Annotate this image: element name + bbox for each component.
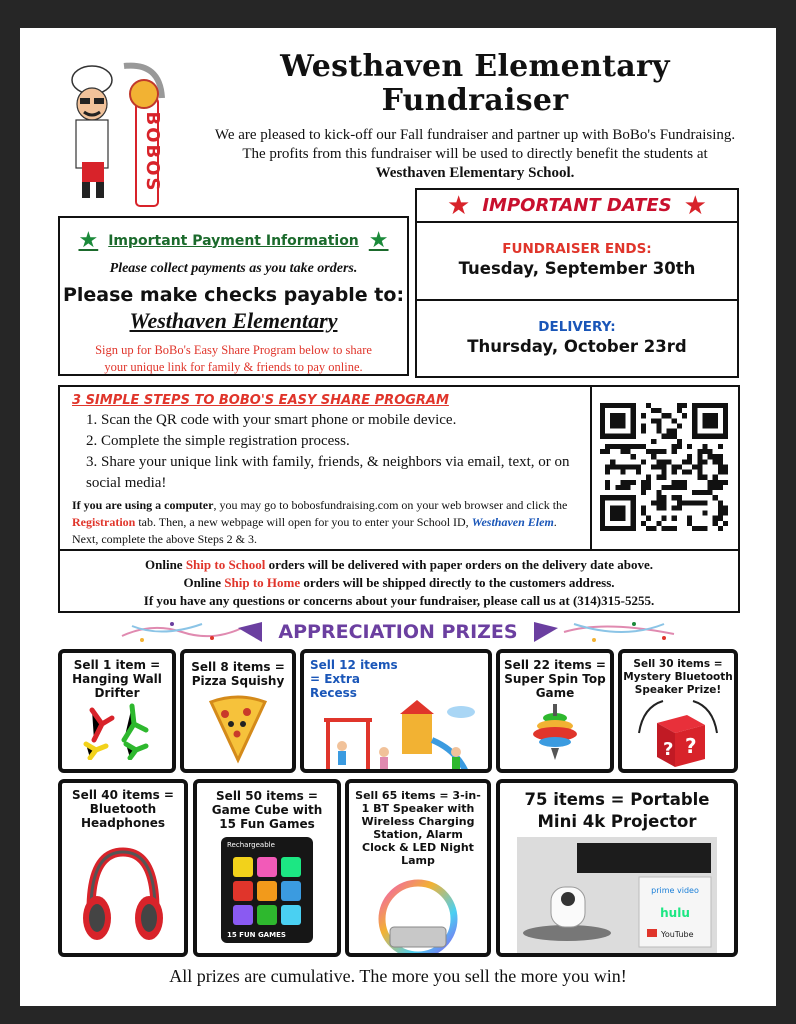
qr-module bbox=[677, 500, 682, 505]
qr-module bbox=[702, 459, 707, 464]
qr-module bbox=[718, 505, 723, 510]
qr-module bbox=[708, 480, 713, 485]
steps-instructions bbox=[60, 387, 592, 549]
page-title bbox=[180, 50, 770, 118]
star-icon: ★ bbox=[447, 190, 471, 221]
qr-module bbox=[682, 459, 687, 464]
qr-module bbox=[672, 485, 677, 490]
qr-module bbox=[723, 464, 728, 469]
qr-module bbox=[656, 429, 661, 434]
qr-module bbox=[723, 470, 728, 475]
qr-module bbox=[677, 505, 682, 510]
qr-module bbox=[661, 464, 666, 469]
lamp-speaker-icon bbox=[368, 873, 468, 957]
qr-module bbox=[718, 459, 723, 464]
qr-module bbox=[667, 429, 672, 434]
prize-card bbox=[496, 779, 738, 957]
computer-text-3: . Next, complete the above Steps 2 & 3. bbox=[72, 515, 557, 546]
qr-module bbox=[713, 521, 718, 526]
qr-module bbox=[605, 444, 610, 449]
dates-heading-text: IMPORTANT DATES bbox=[482, 195, 672, 216]
headphones-icon bbox=[73, 840, 173, 950]
qr-module bbox=[677, 495, 682, 500]
intro-line-3: Westhaven Elementary School. bbox=[375, 165, 575, 181]
qr-module bbox=[677, 439, 682, 444]
cube-cell bbox=[233, 905, 253, 925]
qr-module bbox=[646, 475, 651, 480]
qr-module bbox=[718, 485, 723, 490]
intro-line-1: We are pleased to kick-off our Fall fundraiser and partner up with BoBo's Fundraising. bbox=[214, 127, 736, 143]
qr-module bbox=[702, 449, 707, 454]
qr-module bbox=[656, 423, 661, 428]
svg-text:?: ? bbox=[685, 734, 697, 758]
payment-payee: Westhaven Elementary bbox=[129, 308, 338, 333]
qr-module bbox=[620, 480, 625, 485]
qr-module bbox=[656, 475, 661, 480]
qr-module bbox=[661, 449, 666, 454]
qr-module bbox=[651, 408, 656, 413]
qr-module bbox=[672, 495, 677, 500]
qr-module bbox=[641, 429, 646, 434]
qr-module bbox=[677, 485, 682, 490]
qr-module bbox=[672, 505, 677, 510]
qr-module bbox=[708, 449, 713, 454]
qr-module bbox=[697, 449, 702, 454]
qr-module bbox=[641, 490, 646, 495]
qr-module bbox=[651, 418, 656, 423]
qr-module bbox=[600, 449, 605, 454]
ship-school-highlight: Ship to School bbox=[185, 557, 266, 572]
steps-list bbox=[72, 410, 580, 494]
qr-module bbox=[656, 505, 661, 510]
qr-module bbox=[692, 490, 697, 495]
qr-module bbox=[702, 475, 707, 480]
qr-module bbox=[713, 485, 718, 490]
qr-module bbox=[687, 454, 692, 459]
qr-module bbox=[661, 485, 666, 490]
qr-module bbox=[631, 444, 636, 449]
qr-module bbox=[620, 449, 625, 454]
playground-icon bbox=[306, 700, 486, 773]
qr-module bbox=[713, 480, 718, 485]
qr-module bbox=[661, 459, 666, 464]
qr-module bbox=[646, 526, 651, 531]
easy-share-steps-box bbox=[58, 385, 740, 613]
qr-module bbox=[677, 408, 682, 413]
qr-module bbox=[656, 418, 661, 423]
prize-card bbox=[618, 649, 738, 773]
payment-note-line-2: your unique link for family & friends to pay online. bbox=[104, 360, 363, 374]
qr-module bbox=[667, 485, 672, 490]
spin-top-icon bbox=[525, 700, 585, 764]
qr-module bbox=[672, 434, 677, 439]
qr-module bbox=[646, 449, 651, 454]
payment-heading-text: Important Payment Information bbox=[108, 232, 359, 249]
prize-label: Sell 22 items = Super Spin Top Game bbox=[504, 658, 606, 700]
qr-module bbox=[651, 500, 656, 505]
qr-module bbox=[713, 454, 718, 459]
cube-cell bbox=[281, 881, 301, 901]
qr-module bbox=[656, 408, 661, 413]
qr-module bbox=[651, 526, 656, 531]
qr-module bbox=[651, 454, 656, 459]
qr-module bbox=[713, 495, 718, 500]
qr-module bbox=[636, 464, 641, 469]
qr-module bbox=[718, 511, 723, 516]
qr-module bbox=[641, 521, 646, 526]
qr-module bbox=[661, 516, 666, 521]
qr-module bbox=[620, 464, 625, 469]
qr-module bbox=[677, 480, 682, 485]
qr-module bbox=[697, 475, 702, 480]
qr-module bbox=[672, 526, 677, 531]
qr-module bbox=[620, 470, 625, 475]
qr-module bbox=[718, 444, 723, 449]
qr-module bbox=[687, 521, 692, 526]
qr-module bbox=[641, 505, 646, 510]
school-id-text: Westhaven Elem bbox=[471, 515, 554, 529]
qr-module bbox=[672, 444, 677, 449]
computer-instructions bbox=[72, 497, 580, 548]
qr-module bbox=[718, 480, 723, 485]
qr-module bbox=[702, 490, 707, 495]
appreciation-prizes-banner bbox=[20, 616, 776, 648]
star-icon: ★ bbox=[683, 190, 707, 221]
questions-line: If you have any questions or concerns about your fundraiser, please call us at (314)315-5255. bbox=[143, 593, 655, 608]
mystery-box-icon bbox=[633, 697, 723, 771]
qr-module bbox=[692, 464, 697, 469]
footer-note: All prizes are cumulative. The more you sell the more you win! bbox=[169, 966, 627, 986]
qr-module bbox=[651, 464, 656, 469]
qr-module bbox=[697, 500, 702, 505]
projector-icon bbox=[517, 837, 717, 953]
qr-module bbox=[672, 516, 677, 521]
qr-module bbox=[697, 470, 702, 475]
qr-module bbox=[656, 495, 661, 500]
qr-module bbox=[687, 470, 692, 475]
qr-module bbox=[697, 490, 702, 495]
qr-module bbox=[631, 454, 636, 459]
qr-module bbox=[641, 485, 646, 490]
prize-label: Sell 30 items = Mystery Bluetooth Speaker Prize! bbox=[623, 658, 733, 696]
payment-info-box bbox=[58, 216, 409, 376]
qr-module bbox=[610, 459, 615, 464]
qr-module bbox=[682, 485, 687, 490]
qr-module bbox=[641, 459, 646, 464]
ship-school-post: orders will be delivered with paper orders on the delivery date above. bbox=[265, 557, 653, 572]
cube-cell bbox=[233, 857, 253, 877]
qr-module bbox=[677, 423, 682, 428]
qr-module bbox=[605, 449, 610, 454]
qr-module bbox=[723, 511, 728, 516]
qr-module bbox=[718, 464, 723, 469]
qr-module bbox=[672, 449, 677, 454]
fundraiser-ends-row bbox=[417, 223, 737, 299]
qr-module bbox=[718, 526, 723, 531]
qr-module bbox=[702, 526, 707, 531]
qr-module bbox=[615, 444, 620, 449]
qr-module bbox=[631, 464, 636, 469]
cube-cell bbox=[257, 905, 277, 925]
ship-home-pre: Online bbox=[183, 575, 225, 590]
qr-module bbox=[682, 470, 687, 475]
prize-card bbox=[345, 779, 491, 957]
steps-title: 3 SIMPLE STEPS TO BOBO'S EASY SHARE PROGRAM bbox=[72, 393, 449, 408]
qr-module bbox=[697, 459, 702, 464]
qr-module bbox=[605, 470, 610, 475]
qr-module bbox=[646, 485, 651, 490]
qr-module bbox=[656, 521, 661, 526]
qr-module bbox=[687, 459, 692, 464]
dates-heading bbox=[417, 190, 737, 223]
qr-module bbox=[620, 444, 625, 449]
cube-cell bbox=[257, 881, 277, 901]
qr-module bbox=[610, 444, 615, 449]
qr-module bbox=[636, 444, 641, 449]
qr-module bbox=[677, 403, 682, 408]
qr-module bbox=[687, 500, 692, 505]
prize-label: 75 items = Portable Mini 4k Projector bbox=[524, 790, 710, 831]
ship-to-school-line bbox=[60, 556, 738, 574]
registration-tab-text: Registration bbox=[72, 515, 136, 529]
qr-module bbox=[646, 480, 651, 485]
qr-module bbox=[672, 470, 677, 475]
qr-module bbox=[672, 429, 677, 434]
qr-module bbox=[661, 526, 666, 531]
prize-label: Sell 40 items = Bluetooth Headphones bbox=[72, 788, 174, 830]
prize-card bbox=[300, 649, 492, 773]
tv-label-youtube: YouTube bbox=[661, 930, 694, 939]
qr-module bbox=[708, 485, 713, 490]
prize-card bbox=[180, 649, 296, 773]
qr-module bbox=[692, 500, 697, 505]
delivery-label: DELIVERY: bbox=[538, 319, 616, 335]
prize-label: Sell 65 items = 3-in-1 BT Speaker with Wireless Charging Station, Alarm Clock & LED Night Lamp bbox=[355, 789, 481, 867]
qr-module bbox=[713, 459, 718, 464]
intro-line-2: The profits from this fundraiser will be used to directly benefit the students at bbox=[242, 146, 708, 162]
prize-label: Sell 12 items = Extra Recess bbox=[310, 658, 398, 700]
title-line-1: Westhaven Elementary bbox=[280, 49, 670, 84]
qr-module bbox=[667, 526, 672, 531]
payment-note-line-1: Sign up for BoBo's Easy Share Program below to share bbox=[95, 343, 372, 357]
delivery-value: Thursday, October 23rd bbox=[467, 337, 687, 356]
qr-module bbox=[626, 464, 631, 469]
cube-cell bbox=[233, 881, 253, 901]
qr-module bbox=[718, 516, 723, 521]
payment-note bbox=[60, 342, 407, 376]
fundraiser-ends-value: Tuesday, September 30th bbox=[458, 259, 696, 278]
qr-module bbox=[661, 505, 666, 510]
prize-label: Sell 8 items = Pizza Squishy bbox=[191, 660, 285, 688]
qr-module bbox=[631, 480, 636, 485]
qr-module bbox=[605, 485, 610, 490]
payment-collect-text: Please collect payments as you take orders. bbox=[109, 261, 358, 276]
qr-module bbox=[626, 480, 631, 485]
qr-module bbox=[661, 434, 666, 439]
title-line-2: Fundraiser bbox=[381, 83, 569, 118]
game-cube-icon bbox=[217, 835, 317, 945]
qr-module bbox=[610, 464, 615, 469]
payment-checks-text: Please make checks payable to: bbox=[62, 284, 405, 306]
important-dates-box bbox=[415, 188, 739, 378]
qr-module bbox=[692, 526, 697, 531]
qr-module bbox=[687, 516, 692, 521]
prize-label: Sell 1 item = Hanging Wall Drifter bbox=[72, 658, 162, 700]
star-icon: ★ bbox=[368, 228, 389, 253]
qr-module bbox=[713, 475, 718, 480]
banner-text: APPRECIATION PRIZES bbox=[278, 621, 518, 643]
qr-module bbox=[672, 418, 677, 423]
computer-text-2: tab. Then, a new webpage will open for you to enter your School ID, bbox=[135, 515, 472, 529]
qr-code[interactable] bbox=[600, 403, 728, 531]
qr-module bbox=[661, 495, 666, 500]
qr-module bbox=[615, 485, 620, 490]
qr-module bbox=[682, 500, 687, 505]
intro-text bbox=[180, 126, 770, 183]
qr-module bbox=[656, 459, 661, 464]
logo-brand-text: BOBOS bbox=[142, 111, 163, 193]
ship-school-pre: Online bbox=[145, 557, 186, 572]
confetti-right-icon bbox=[524, 618, 684, 646]
prize-card bbox=[496, 649, 614, 773]
ship-to-home-line bbox=[60, 574, 738, 592]
cube-bottom-text: 15 FUN GAMES bbox=[227, 931, 286, 939]
qr-module bbox=[718, 500, 723, 505]
qr-module bbox=[626, 449, 631, 454]
qr-module bbox=[661, 475, 666, 480]
qr-module bbox=[615, 464, 620, 469]
wall-drifter-icon bbox=[72, 700, 162, 760]
qr-module bbox=[620, 485, 625, 490]
qr-module bbox=[723, 505, 728, 510]
qr-module bbox=[667, 434, 672, 439]
flyer-page bbox=[20, 28, 776, 1006]
qr-module bbox=[702, 500, 707, 505]
qr-module bbox=[651, 449, 656, 454]
tv-label-hulu: hulu bbox=[660, 906, 690, 920]
qr-module bbox=[626, 485, 631, 490]
cube-cell bbox=[281, 905, 301, 925]
qr-module bbox=[641, 480, 646, 485]
star-icon: ★ bbox=[78, 228, 99, 253]
qr-module bbox=[641, 444, 646, 449]
qr-module bbox=[687, 444, 692, 449]
fundraiser-ends-label: FUNDRAISER ENDS: bbox=[502, 241, 652, 257]
qr-module bbox=[697, 464, 702, 469]
qr-module bbox=[656, 500, 661, 505]
bobos-chef-logo bbox=[64, 58, 174, 208]
svg-text:?: ? bbox=[663, 739, 674, 760]
computer-text-1: , you may go to bobosfundraising.com on your web browser and click the bbox=[213, 498, 568, 512]
qr-module bbox=[682, 413, 687, 418]
pizza-squishy-icon bbox=[203, 694, 273, 764]
cube-cell bbox=[257, 857, 277, 877]
qr-module bbox=[702, 444, 707, 449]
qr-module bbox=[708, 490, 713, 495]
confetti-left-icon bbox=[112, 618, 272, 646]
step-item: 3. Share your unique link with family, friends, & neighbors via email, text, or on social media! bbox=[86, 454, 570, 491]
ship-home-post: orders will be shipped directly to the customers address. bbox=[300, 575, 615, 590]
qr-module bbox=[702, 511, 707, 516]
qr-module bbox=[697, 526, 702, 531]
qr-module bbox=[667, 413, 672, 418]
qr-module bbox=[641, 413, 646, 418]
qr-module bbox=[677, 444, 682, 449]
qr-module bbox=[708, 454, 713, 459]
qr-module bbox=[636, 470, 641, 475]
prize-card bbox=[58, 649, 176, 773]
prize-label: Sell 50 items = Game Cube with 15 Fun Games bbox=[211, 789, 323, 831]
computer-bold-text: If you are using a computer bbox=[72, 498, 214, 512]
prize-card bbox=[58, 779, 188, 957]
qr-module bbox=[605, 464, 610, 469]
step-item: 1. Scan the QR code with your smart phone or mobile device. bbox=[86, 412, 457, 428]
delivery-row bbox=[417, 299, 737, 375]
qr-module bbox=[697, 454, 702, 459]
qr-module bbox=[656, 449, 661, 454]
step-item: 2. Complete the simple registration process. bbox=[86, 433, 350, 449]
qr-module bbox=[641, 423, 646, 428]
qr-module bbox=[718, 470, 723, 475]
cube-top-text: Rechargeable bbox=[227, 841, 275, 849]
qr-module bbox=[661, 470, 666, 475]
qr-module bbox=[682, 480, 687, 485]
qr-module bbox=[651, 439, 656, 444]
cube-cell bbox=[281, 857, 301, 877]
tv-label-prime: prime video bbox=[651, 886, 699, 895]
qr-module bbox=[605, 480, 610, 485]
qr-module bbox=[641, 511, 646, 516]
qr-module bbox=[656, 490, 661, 495]
qr-module bbox=[677, 464, 682, 469]
qr-module bbox=[656, 464, 661, 469]
qr-module bbox=[682, 403, 687, 408]
qr-module bbox=[723, 521, 728, 526]
qr-module bbox=[646, 403, 651, 408]
qr-module bbox=[672, 464, 677, 469]
shipping-info bbox=[60, 549, 738, 611]
qr-module bbox=[718, 454, 723, 459]
qr-module bbox=[672, 480, 677, 485]
qr-module bbox=[713, 516, 718, 521]
prize-card bbox=[193, 779, 341, 957]
qr-module bbox=[626, 444, 631, 449]
qr-module bbox=[661, 413, 666, 418]
qr-module bbox=[723, 480, 728, 485]
qr-module bbox=[667, 459, 672, 464]
ship-home-highlight: Ship to Home bbox=[224, 575, 301, 590]
qr-module bbox=[646, 516, 651, 521]
qr-module bbox=[661, 500, 666, 505]
payment-heading bbox=[60, 228, 407, 253]
